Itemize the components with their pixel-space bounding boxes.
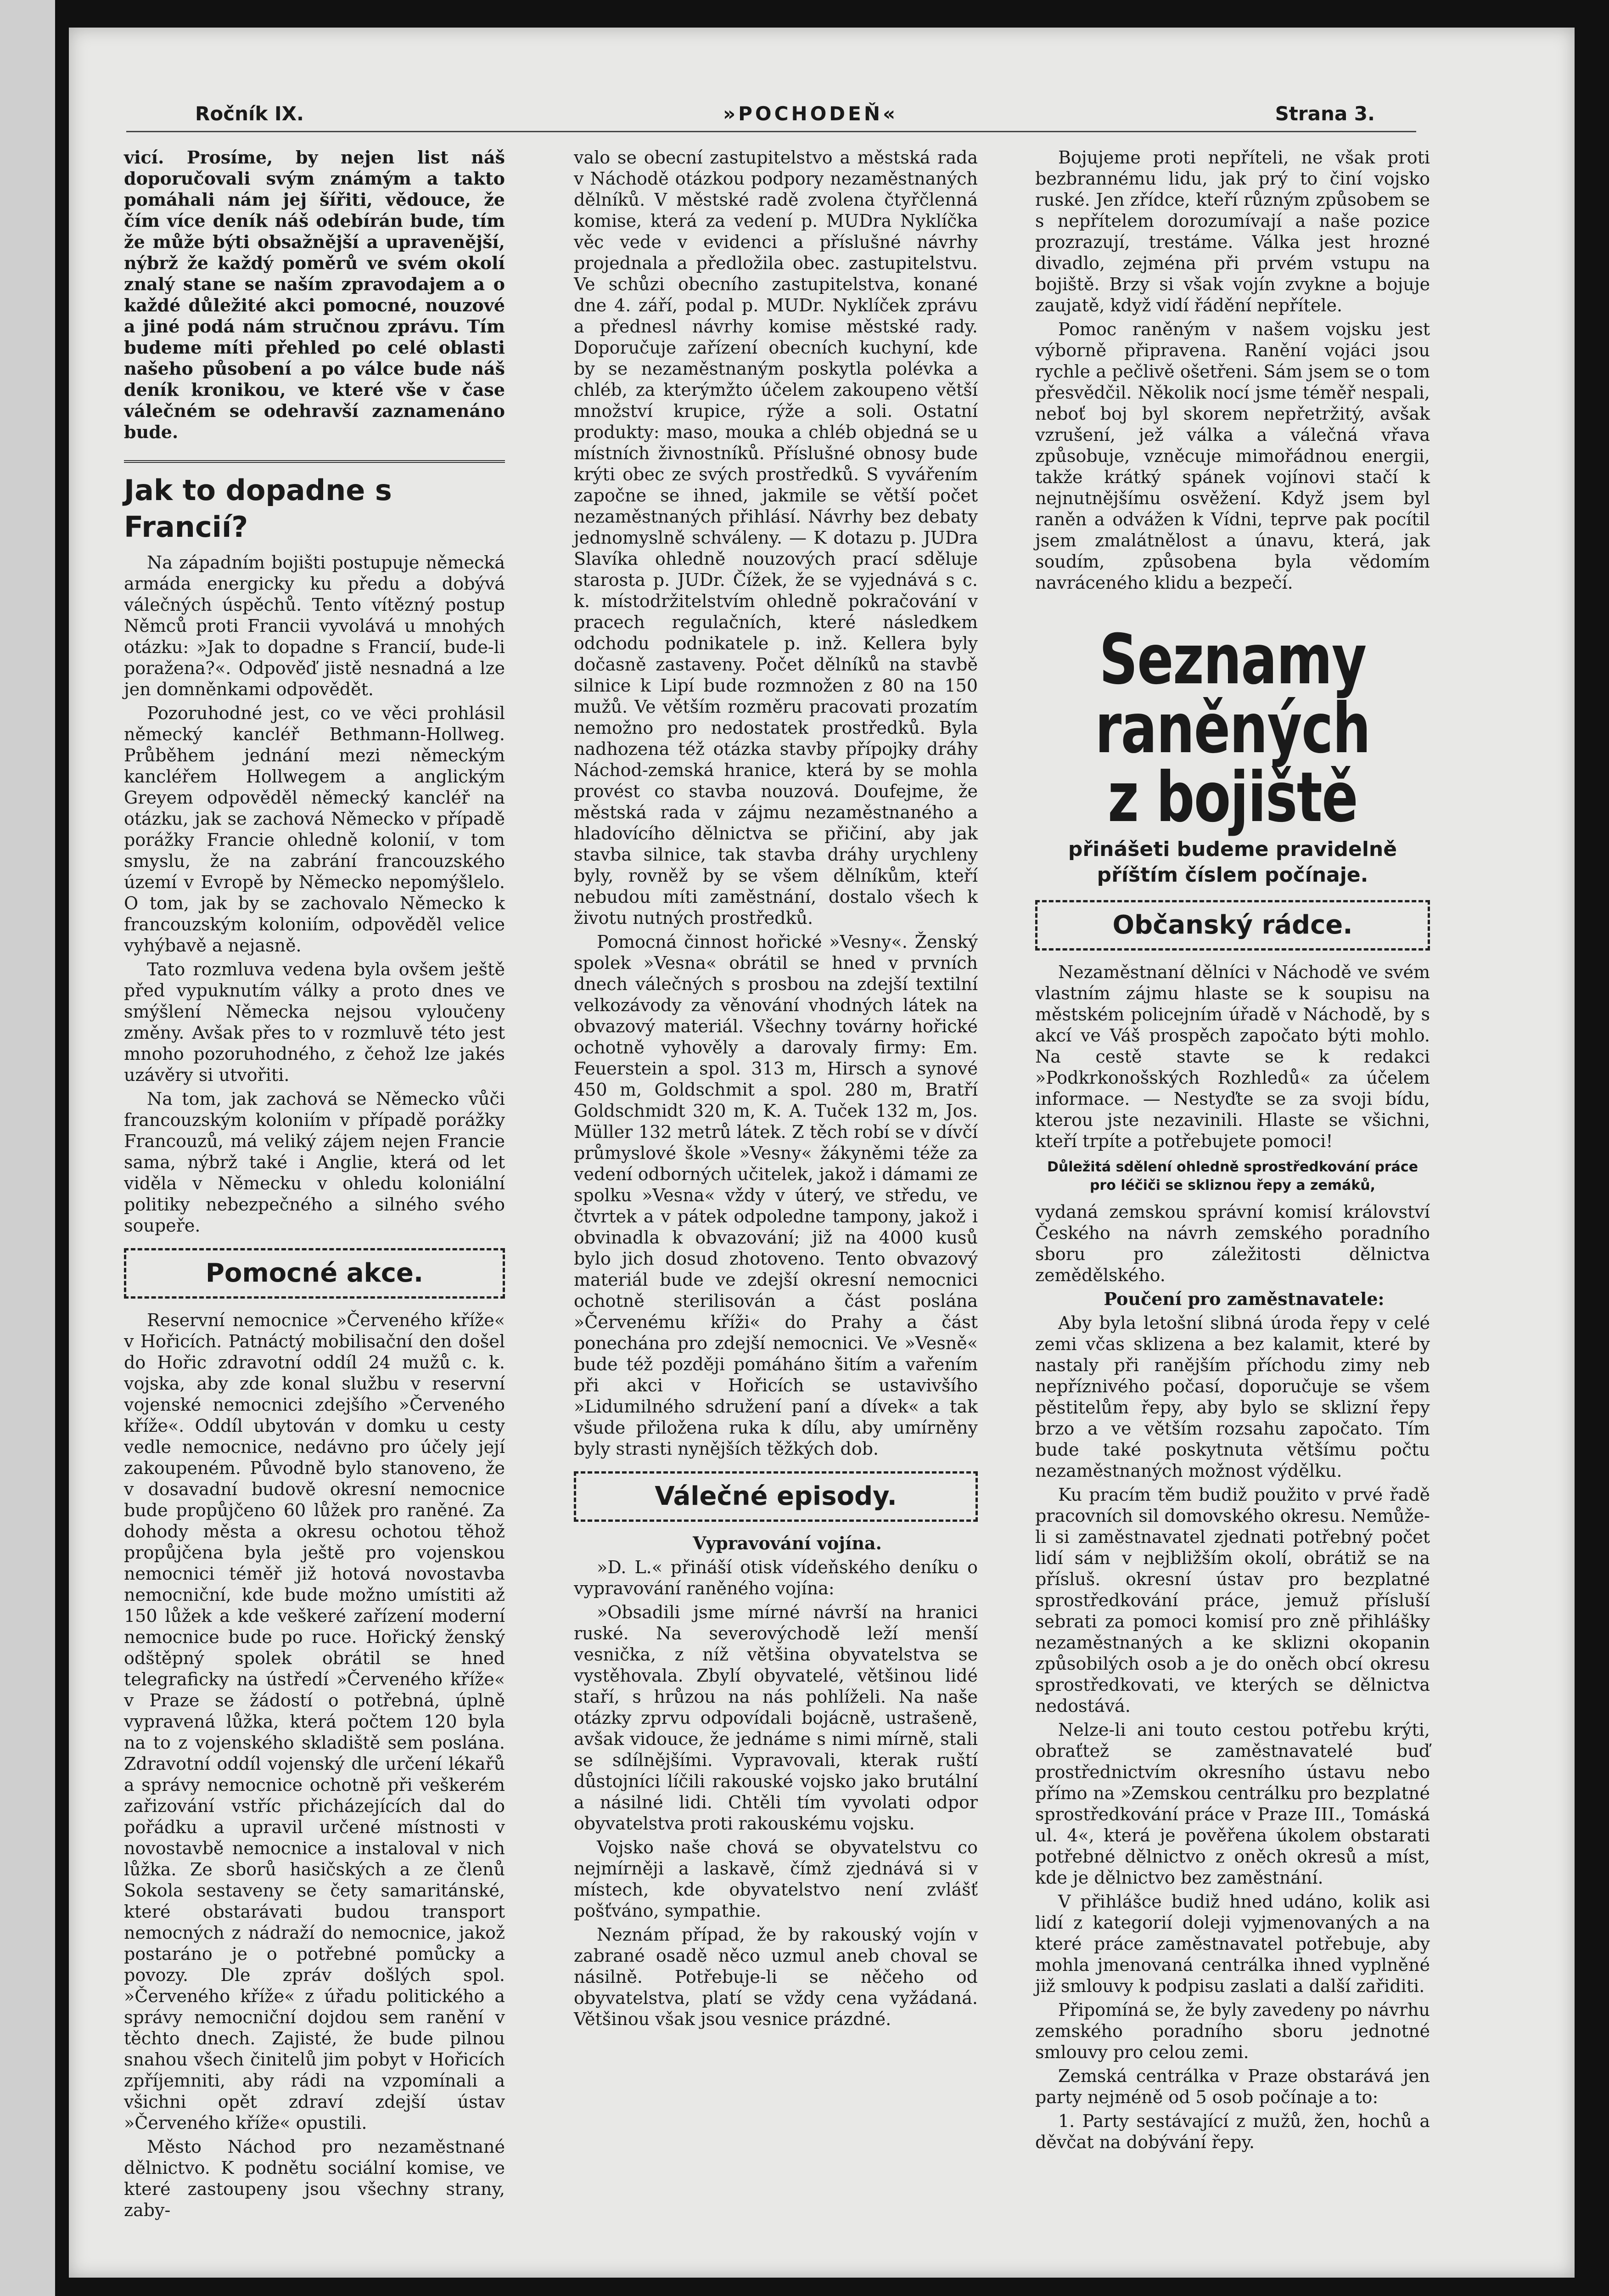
paragraph: Nelze-li ani touto cestou potřebu krýti, obraťtež se zaměstnavatelé buď prostřednictvím okresního ústavu nebo přímo na »Zemskou centrálku pro bezplatné sprostředkování práce v Praze III., Tomáská ul. 4«, která je pověřena úkolem obstarati potřebné dělnictvo z oněch okresů a míst, kde je dělnictvo bez zaměstnání. — [1035, 1720, 1430, 1888]
paragraph: »Obsadili jsme mírné návrší na hranici ruské. Na severovýchodě leží menší vesnička, z níž většina obyvatelstva se vystěhovala. Zbylí obyvatelé, většinou lidé staří, s hrůzou na nás pohlíželi. Na naše otázky zprvu odpovídali bojácně, ustrašeně, avšak vidouce, že jednáme s nimi mírně, stali se sdílnějšími. Vypravovali, kterak ruští důstojníci líčili rakouské vojsko jako brutální a násilné lidi. Chtěli tím vyvolati odpor obyvatelstva proti rakouskému vojsku. — [574, 1602, 978, 1834]
volume-label: Ročník IX. — [195, 102, 304, 125]
paragraph: Reservní nemocnice »Červeného kříže« v Hořicích. Patnáctý mobilisační den došel do Hořic zdravotní oddíl 24 mužů c. k. vojska, aby zde konal službu v reservní vojenské nemocnici zdejšího »Červeného kříže«. Oddíl ubytován v domku u cesty vedle nemocnice, nedávno pro účely její zakoupeném. Původně bylo stanoveno, že v dosavadní budově okresní nemocnice bude propůjčeno 60 lůžek pro raněné. Za dohody města a okresu ochotou těhož propůjčena byla ještě pro vojenskou nemocnici téměř již hotová novostavba nemocniční, kde bude možno umístiti až 150 lůžek a kde veškeré zařízení moderní nemocnice bude po ruce. Hořický ženský odštěpný spolek obrátil se hned telegraficky na ústředí »Červeného kříže« v Praze se žádostí o potřebná, úplně vypravená lůžka, která počtem 120 byla na to z vojenského skladiště sem poslána. Zdravotní oddíl vojenský dle určení lékařů a správy nemocnice ochotně při veškerém zařizování vstříc přicházejících dal do pořádku a upravil určené místnosti v novostavbě nemocnice a instaloval v nich lůžka. Ze sborů hasičských a ze členů Sokola sestaveny se čety samaritánské, které obstarávati budou transport nemocných z nádraží do nemocnice, jakož postaráno je o potřebné pomůcky a povozy. Dle zpráv došlých spol. »Červeného kříže« z úřadu politického a správy nemocniční dojdou sem ranění v těchto dnech. Zajisté, že bude pilnou snahou všech činitelů jim pobyt v Hořicích zpříjemniti, aby rádi na vzpomínali a všichni opět zdraví zdejší ústav »Červeného kříže« opustili. — [124, 1310, 505, 2133]
previous-page-edge — [0, 0, 55, 2296]
casualty-list-subtitle: přinášeti budeme pravidelně příštím číslem počínaje. — [1068, 838, 1397, 887]
casualty-list-title-line1: Seznamy raněných — [1095, 620, 1370, 769]
paragraph: Nezaměstnaní dělníci v Náchodě ve svém vlastním zájmu hlaste se k soupisu na městském policejním úřadě v Náchodě, by s akcí ve Váš prospěch započato býti mohlo. Na cestě stavte se k redakci »Podkrkonošských Rozhledů« za účelem informace. — Nestyďte se za svoji bídu, kterou jste nezavinili. Hlaste se všichni, kteří trpíte a potřebujete pomoci! — [1035, 962, 1430, 1151]
paragraph: V přihlášce budiž hned udáno, kolik asi lidí z kategorií doleji vyjmenovaných a na které práce zaměstnavatel potřebuje, aby mohla jmenovaná centrálka ihned vyplněné již smlouvy k podpisu zaslati a další zařiditi. — [1035, 1891, 1430, 1996]
paragraph: Zemská centrálka v Praze obstarává jen party nejméně od 5 osob počínaje a to: — [1035, 2066, 1430, 2107]
paragraph: Na západním bojišti postupuje německá armáda energicky ku předu a dobývá válečných úspěchů. Tento vítězný postup Němců proti Francii vyvolává u mnohých otázku: »Jak to dopadne s Francií, bude-li poražena?«. Odpověď jistě nesnadná a lze jen domněnkami odpovědět. — [124, 552, 505, 699]
subheading: Poučení pro zaměstnavatele: — [1104, 1289, 1385, 1309]
section-box-war-episodes: Válečné episody. — [574, 1471, 978, 1522]
paragraph: Město Náchod pro nezaměstnané dělnictvo. K podnětu sociální komise, ve které zastoupeny jsou všechny strany, zaby- — [124, 2137, 505, 2220]
paragraph: Aby byla letošní slibná úroda řepy v celé zemi včas sklizena a bez kalamit, které by nastaly při ranějším příchodu zimy neb nepříznivého počasí, doporučuje se všem pěstitelům řepy, aby bylo se sklizní řepy brzo a ve větším rozsahu započato. Tím bude také poskytnuta většímu počtu nezaměstnaných možnost výdělku. — [1035, 1313, 1430, 1481]
paragraph: Pomocná činnost hořické »Vesny«. Ženský spolek »Vesna« obrátil se hned v prvních dnech válečných s prosbou na zdejší textilní velkozávody za věnování vhodných látek na obvazový materiál. Všechny továrny hořické ochotně vyhověly a darovaly firmy: Em. Feuerstein a spol. 313 m, Hirsch a synové 450 m, Goldschmit a spol. 280 m, Bratří Goldschmidt 320 m, K. A. Tuček 132 m, Jos. Müller 132 metrů látek. Z těch robí se v dívčí průmyslové škole »Vesny« žákyněmi téže za vedení odborných učitelek, jakož i dámami ze spolku »Vesna« vždy v úterý, ve středu, ve čtvrtek a v pátek odpoledne tampony, jakož i obvinadla k obvazování; již na 4000 kusů bylo jich dosud zhotoveno. Tento obvazový materiál bude ve zdejší okresní nemocnici ochotně sterilisován a část poslána »Červenému kříži« do Prahy a část ponechána pro zdejší nemocnici. Ve »Vesně« bude též později pomáháno šitím a vařením při akci v Hořicích se ustavivšího »Lidumilného sdružení paní a dívek« a tak všude přiložena ruka k dílu, aby umírněny byly strasti nynějších těžkých dob. — [574, 932, 978, 1459]
paragraph: Připomíná se, že byly zavedeny po návrhu zemského poradního sboru jednotné smlouvy pro celou zemi. — [1035, 2000, 1430, 2062]
page-header — [126, 99, 1416, 132]
paragraph: 1. Party sestávající z mužů, žen, hochů a děvčat na dobývání řepy. — [1035, 2111, 1430, 2152]
paragraph: Neznám případ, že by rakouský vojín v zabrané osadě něco uzmul aneb choval se násilně. Potřebuje-li se něčeho od obyvatelstva, platí se vždy cena vyžádaná. Většinou však jsou vesnice prázdné. — [574, 1925, 978, 2029]
paragraph: valo se obecní zastupitelstvo a městská rada v Náchodě otázkou podpory nezaměstnaných dělníků. V městské radě zvolena čtyřčlenná komise, která za vedení p. MUDra Nyklíčka věc vede v evidenci a příslušné návrhy projednala a předložila obec. zastupitelstvu. Ve schůzi obecního zastupitelstva, konané dne 4. září, podal p. MUDr. Nyklíček zprávu a přednesl návrhy komise městské rady. Doporučuje zařízení obecních kuchyní, kde by se nezaměstnaným poskytla polévka a chléb, za kterýmžto účelem zakoupeno větší množství krupice, rýže a soli. Ostatní produkty: maso, mouka a chléb objedná se u místních živnostníků. Příslušné obnosy bude krýti obec ze svých prostředků. S vyvářením započne se ihned, jakmile se větší počet nezaměstnaných přihlásí. Návrhy bez debaty jednomyslně schváleny. — K dotazu p. JUDra Slavíka ohledně nouzových prací sděluje starosta p. JUDr. Čížek, že se vyjednává s c. k. místodržitelstvím ohledně pokračování v pracech regulačních, které následkem odchodu podnikatele p. inž. Kellera byly dočasně zastaveny. Počet dělníků na stavbě silnice k Lipí bude rozmnožen z 80 na 150 mužů. Ve větším rozměru pracovati prozatím nemožno pro nedostatek prostředků. Byla nadhozena též otázka stavby přípojky dráhy Náchod-zemská hranice, která by se mohla provést co stavba nouzová. Doufejme, že městská rada v zájmu nezaměstnaného a hladovícího dělnictva se přičiní, aby jak stavba silnice, tak stavba dráhy urychleny byly, rovněž by se všem dělníkům, kteří nebudou míti zaměstnání, dostalo všech k životu nutných prostředků. — [574, 147, 978, 928]
casualty-list-title — [1079, 620, 1387, 838]
column-3 — [1035, 147, 1430, 2155]
column-2 — [574, 147, 978, 2032]
notice-heading: Důležitá sdělení ohledně sprostředkování práce pro léčiči se skliznou řepy a zemáků, — [1047, 1159, 1418, 1193]
headline-france: Jak to dopadne s Francií? — [124, 460, 505, 546]
newspaper-title: »POCHODEŇ« — [723, 102, 898, 125]
section-box-civic-advisor: Občanský rádce. — [1035, 900, 1430, 951]
paragraph: Tato rozmluva vedena byla ovšem ještě před vypuknutím války a proto dnes ve smýšlení Německa nejsou vyloučeny změny. Avšak přes to v rozmluvě této jest mnoho pozoruhodného, z čehož lze jakés uzávěry si utvořiti. — [124, 959, 505, 1085]
paragraph: Na tom, jak zachová se Německo vůči francouzským koloniím v případě porážky Francouzů, má veliký zájem nejen Francie sama, nýbrž také i Anglie, která od let viděla v Německu v ohledu koloniální politiky nebezpečného a silného svého soupeře. — [124, 1089, 505, 1236]
paragraph: Pozoruhodné jest, co ve věci prohlásil německý kancléř Bethmann-Hollweg. Průběhem jednání mezi německým kancléřem Hollwegem a anglickým Greyem odpověděl německý kancléř na otázku, jak se zachová Německo v případě porážky Francie ohledně kolonií, v tom smyslu, že na zabrání francouzského území v Evropě by Německo nepomýšlelo. O tom, jak by se zachovalo Německo k francouzským koloniím, odpověděl velice vyhýbavě a nejasně. — [124, 703, 505, 956]
paragraph: Ku pracím těm budiž použito v prvé řadě pracovních sil domovského okresu. Nemůže-li si zaměstnavatel zjednati potřebný počet lidí sám v nejbližším okolí, obrátiž se na přísluš. okresní ústav pro bezplatné sprostředkování práce, jemuž přísluší sebrati za pomoci komisí pro zně přihlášky nezaměstnaných a ke sklizni okopanin způsobilých osob a je do oněch obcí okresu sprostředkovati, ve kterých se dělnictva nedostává. — [1035, 1485, 1430, 1716]
casualty-list-title-line2: z bojiště — [1107, 758, 1358, 838]
paragraph: Bojujeme proti nepříteli, ne však proti bezbrannému lidu, jak prý to činí vojsko ruské. Jen zřídce, kteří různým způsobem se s nepřítelem dorozumívají a naše pozice prozrazují, trestáme. Válka jest hrozné divadlo, zejména při prvém vstupu na bojiště. Brzy si však vojín zvykne a bojuje zaujatě, když vidí řádění nepřítele. — [1035, 147, 1430, 315]
section-box-relief: Pomocné akce. — [124, 1248, 505, 1299]
intro-paragraph: vicí. Prosíme, by nejen list náš doporučovali svým známým a takto pomáhali nám jej šířiti, vědouce, že čím více deník náš odebírán bude, tím že může býti obsažnější a upravenější, nýbrž že každý poměrů ve svém okolí znalý stane se naším zpravodajem a o každé důležité akci pomocné, nouzové a jiné podá nám stručnou zprávu. Tím budeme míti přehled po celé oblasti našeho působení a po válce bude náš deník kronikou, ve které vše v čase válečném se odehravší zaznamenáno bude. — [124, 147, 505, 442]
page-number: Strana 3. — [1275, 102, 1375, 125]
paragraph: vydaná zemskou správní komisí království Českého na návrh zemského poradního sboru pro záležitosti dělnictva zemědělského. — [1035, 1202, 1430, 1285]
paragraph: Pomoc raněným v našem vojsku jest výborně připravena. Ranění vojáci jsou rychle a pečlivě ošetřeni. Sám jsem se o tom přesvědčil. Několik nocí jsme téměř nespali, neboť boj byl skorem nepřetržitý, avšak vzrušení, jež válka a válečná vřava způsobuje, vzněcuje mimořádnou energii, takže krátký spánek vojínovi stačí k nejnutnějšímu osvěžení. Když jsem byl raněn a odvážen k Vídni, teprve pak pocítil jsem zmalátnělost a únavu, která, jak soudím, způsobena byla vědomím navráceného klidu a bezpečí. — [1035, 319, 1430, 593]
subheading: Vypravování vojína. — [693, 1533, 882, 1553]
paragraph: Vojsko naše chová se obyvatelstvu co nejmírněji a laskavě, čímž zjednává si v místech, kde obyvatelstvo není zvlášť pošťváno, sympathie. — [574, 1837, 978, 1921]
paragraph: »D. L.« přináší otisk vídeňského deníku o vypravování raněného vojína: — [574, 1557, 978, 1598]
column-1 — [124, 147, 505, 2223]
